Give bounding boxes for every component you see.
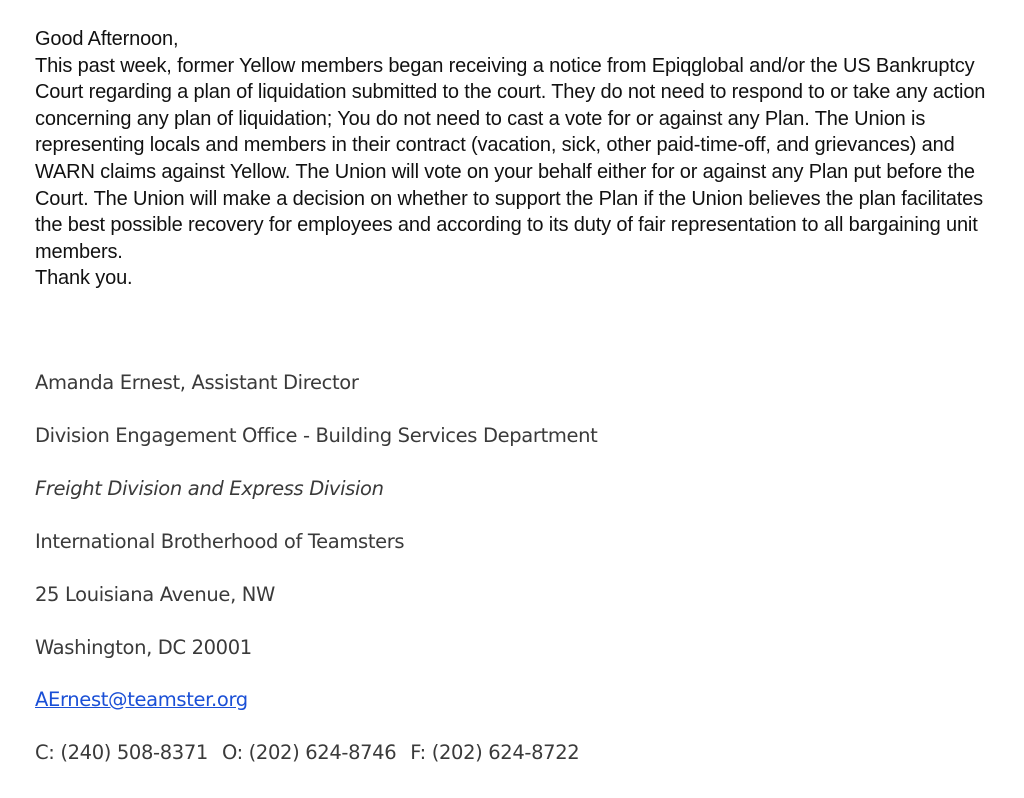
message-body	[35, 26, 1015, 292]
signature-city-state-zip: Washington, DC 20001	[35, 636, 252, 659]
message-paragraph: This past week, former Yellow members began receiving a notice from Epiqglobal and/or the US Bankruptcy Court regarding a plan of liquidation submitted to the court. They do not need to respond to or take any action concerning any plan of liquidation; You do not need to cast a vote for or against any Plan. The Union is representing locals and members in their contract (vacation, sick, other paid-time-off, and grievances) and WARN claims against Yellow. The Union will vote on your behalf either for or against any Plan put before the Court. The Union will make a decision on whether to support the Plan if the Union believes the plan facilitates the best possible recovery for employees and according to its duty of fair representation to all bargaining unit members.	[35, 54, 986, 263]
signature-organization: International Brotherhood of Teamsters	[35, 530, 405, 553]
email-link[interactable]: AErnest@teamster.org	[35, 688, 248, 711]
signature-divisions: Freight Division and Express Division	[35, 477, 384, 500]
signature-phone-row	[35, 739, 935, 767]
signature-office: Division Engagement Office - Building Services Department	[35, 424, 598, 447]
signature-email-row	[35, 686, 935, 714]
office-phone: O: (202) 624-8746	[221, 741, 397, 764]
cell-phone: C: (240) 508-8371	[35, 741, 208, 764]
fax-number: F: (202) 624-8722	[410, 741, 580, 764]
signature-name-title: Amanda Ernest, Assistant Director	[35, 371, 359, 394]
greeting: Good Afternoon,	[35, 28, 179, 50]
closing: Thank you.	[35, 267, 133, 290]
signature-street-address: 25 Louisiana Avenue, NW	[35, 583, 275, 606]
